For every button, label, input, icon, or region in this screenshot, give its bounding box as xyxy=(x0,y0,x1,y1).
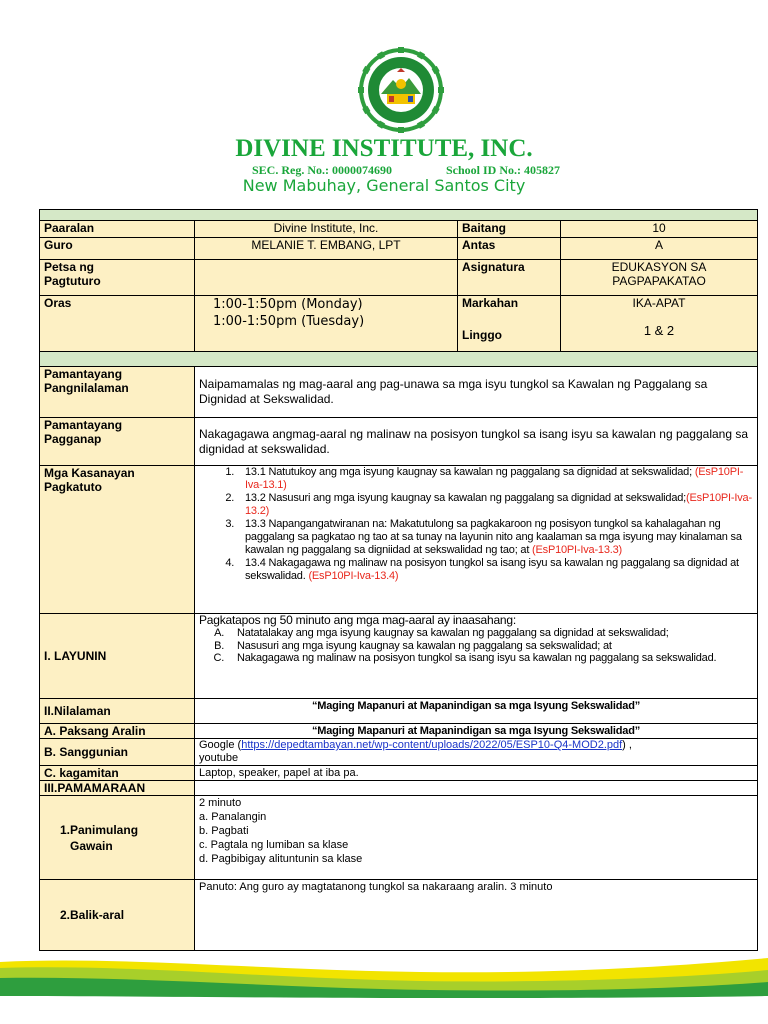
guro-value: MELANIE T. EMBANG, LPT xyxy=(195,238,458,260)
info-row-guro xyxy=(40,238,758,260)
asignatura-value xyxy=(561,260,758,296)
layunin-item: B. Nasusuri ang mga isyung kaugnay sa kawalan ng paggalang sa sekswalidad; at xyxy=(227,640,753,653)
panimulang-label-line1: 1.Panimulang xyxy=(60,822,139,837)
asignatura-value-line2: PAGPAPAKATAO xyxy=(612,274,706,288)
panimulang-label-line2: Gawain xyxy=(70,838,113,853)
lesson-plan-table xyxy=(39,209,758,951)
kasanayan-item: 4. 13.4 Nakagagawa ng malinaw na posisyon tungkol sa isang isyu sa kawalan ng paggalang sa dignidad at sekswalidad. (EsP10PI-Iva-13.4) xyxy=(237,557,753,583)
pangnilalaman-label-line1: Pamantayang xyxy=(44,367,123,381)
balik-aral-text: Panuto: Ang guro ay magtatanong tungkol sa nakaraang aralin. 3 minuto xyxy=(195,880,758,951)
petsa-label xyxy=(40,260,195,296)
pamamaraan-label: III.PAMAMARAAN xyxy=(40,781,195,796)
kagamitan-row xyxy=(40,766,758,781)
petsa-label-line2: Pagtuturo xyxy=(44,274,101,288)
layunin-label: I. LAYUNIN xyxy=(40,614,195,699)
sec-reg-number: SEC. Reg. No.: 0000074690 xyxy=(252,163,392,177)
pamamaraan-value xyxy=(195,781,758,796)
info-row-petsa xyxy=(40,260,758,296)
kagamitan-label: C. kagamitan xyxy=(40,766,195,781)
sanggunian-row xyxy=(40,739,758,766)
oras-value xyxy=(195,296,458,352)
oras-value-line1: 1:00-1:50pm (Monday) xyxy=(213,297,363,312)
panimulang-label xyxy=(40,796,195,880)
panimulang-line: a. Panalangin xyxy=(199,811,267,823)
linggo-value: 1 & 2 xyxy=(643,323,675,338)
layunin-content xyxy=(195,614,758,699)
pagganap-label-line2: Pagganap xyxy=(44,432,102,446)
competency-code: (EsP10PI-Iva-13.2) xyxy=(245,492,752,517)
petsa-label-line1: Petsa ng xyxy=(44,260,95,274)
pagganap-row xyxy=(40,418,758,466)
kasanayan-item: 2. 13.2 Nasusuri ang mga isyung kaugnay sa kawalan ng paggalang sa dignidad at sekswalidad;(EsP10PI-Iva-13.2) xyxy=(237,492,753,518)
competency-code: (EsP10PI-Iva-13.3) xyxy=(532,544,622,556)
pagganap-label-line1: Pamantayang xyxy=(44,418,123,432)
school-address: New Mabuhay, General Santos City xyxy=(242,176,526,195)
info-row-oras xyxy=(40,296,758,352)
antas-value: A xyxy=(561,238,758,260)
panimulang-line: 2 minuto xyxy=(199,797,242,809)
footer-swoosh-decoration xyxy=(0,948,768,998)
info-row-paaralan xyxy=(40,221,758,238)
separator-row xyxy=(40,352,758,367)
pamamaraan-row xyxy=(40,781,758,796)
panimulang-line: d. Pagbibigay alituntunin sa klase xyxy=(199,853,363,865)
markahan-linggo-value xyxy=(561,296,758,352)
kasanayan-label xyxy=(40,466,195,614)
nilalaman-label: II.Nilalaman xyxy=(40,699,195,724)
kasanayan-label-line2: Pagkatuto xyxy=(44,480,103,494)
nilalaman-value: “Maging Mapanuri at Mapanindigan sa mga Isyung Sekswalidad” xyxy=(195,699,758,724)
school-seal-logo xyxy=(353,47,449,133)
kasanayan-item: 1. 13.1 Natutukoy ang mga isyung kaugnay sa kawalan ng paggalang sa dignidad at sekswalidad; (EsP10PI-Iva-13.1) xyxy=(237,466,753,492)
oras-label: Oras xyxy=(40,296,195,352)
school-id-number: School ID No.: 405827 xyxy=(446,163,561,177)
panimulang-row xyxy=(40,796,758,880)
paaralan-value: Divine Institute, Inc. xyxy=(195,221,458,238)
guro-label: Guro xyxy=(40,238,195,260)
school-name: DIVINE INSTITUTE, INC. xyxy=(235,135,533,162)
layunin-row xyxy=(40,614,758,699)
pangnilalaman-label xyxy=(40,367,195,418)
petsa-value xyxy=(195,260,458,296)
antas-label: Antas xyxy=(458,238,561,260)
layunin-list xyxy=(199,627,753,665)
oras-value-line2: 1:00-1:50pm (Tuesday) xyxy=(213,314,365,329)
kasanayan-list-cell xyxy=(195,466,758,614)
kasanayan-list xyxy=(199,466,753,583)
layunin-item: C. Nakagagawa ng malinaw na posisyon tungkol sa isang isyu sa kawalan ng paggalang sa sekswalidad. xyxy=(227,652,753,665)
markahan-label: Markahan xyxy=(462,296,519,310)
asignatura-label: Asignatura xyxy=(458,260,561,296)
baitang-value: 10 xyxy=(561,221,758,238)
baitang-label: Baitang xyxy=(458,221,561,238)
linggo-label: Linggo xyxy=(462,328,502,342)
pangnilalaman-label-line2: Pangnilalaman xyxy=(44,381,129,395)
balik-aral-label: 2.Balik-aral xyxy=(40,880,195,951)
kasanayan-item: 3. 13.3 Napangangatwiranan na: Makatutulong sa pagkakaroon ng posisyon tungkol sa kahalagahan ng paggalang sa pagkatao ng tao at sa tunay na layunin nito ang kaalaman sa mga isyung may kinalaman sa kawalan ng paggalang sa digniidad at sekswalidad ng tao; at (EsP10PI-Iva-13.3) xyxy=(237,518,753,557)
kasanayan-row xyxy=(40,466,758,614)
pagganap-text: Nakagagawa angmag-aaral ng malinaw na posisyon tungkol sa isang isyu sa kawalan ng paggalang sa dignidad at sekswalidad. xyxy=(195,418,758,466)
pangnilalaman-row xyxy=(40,367,758,418)
sanggunian-link[interactable]: https://depedtambayan.net/wp-content/uploads/2022/05/ESP10-Q4-MOD2.pdf xyxy=(241,739,623,751)
competency-code: (EsP10PI-Iva-13.1) xyxy=(245,466,744,491)
balik-aral-row xyxy=(40,880,758,951)
layunin-item: A. Natatalakay ang mga isyung kaugnay sa kawalan ng paggalang sa dignidad at sekswalidad; xyxy=(227,627,753,640)
paksang-value: “Maging Mapanuri at Mapanindigan sa mga Isyung Sekswalidad” xyxy=(195,724,758,739)
paaralan-label: Paaralan xyxy=(40,221,195,238)
asignatura-value-line1: EDUKASYON SA xyxy=(611,260,707,274)
pagganap-label xyxy=(40,418,195,466)
paksang-label: A. Paksang Aralin xyxy=(40,724,195,739)
separator-row xyxy=(40,210,758,221)
competency-code: (EsP10PI-Iva-13.4) xyxy=(308,570,399,582)
markahan-linggo-label xyxy=(458,296,561,352)
kagamitan-value: Laptop, speaker, papel at iba pa. xyxy=(195,766,758,781)
sanggunian-value: Google (https://depedtambayan.net/wp-content/uploads/2022/05/ESP10-Q4-MOD2.pdf) , youtube xyxy=(195,739,758,766)
sanggunian-line2: youtube xyxy=(199,752,239,764)
panimulang-content xyxy=(195,796,758,880)
layunin-intro: Pagkatapos ng 50 minuto ang mga mag-aaral ay inaasahang: xyxy=(199,613,517,627)
nilalaman-row xyxy=(40,699,758,724)
paksang-row xyxy=(40,724,758,739)
kasanayan-label-line1: Mga Kasanayan xyxy=(44,466,135,480)
panimulang-line: c. Pagtala ng lumiban sa klase xyxy=(199,839,349,851)
sanggunian-label: B. Sanggunian xyxy=(40,739,195,766)
markahan-value: IKA-APAT xyxy=(632,296,686,310)
pangnilalaman-text: Naipamamalas ng mag-aaral ang pag-unawa sa mga isyu tungkol sa Kawalan ng Paggalang sa Dignidad at Sekswalidad. xyxy=(195,367,758,418)
panimulang-line: b. Pagbati xyxy=(199,825,249,837)
